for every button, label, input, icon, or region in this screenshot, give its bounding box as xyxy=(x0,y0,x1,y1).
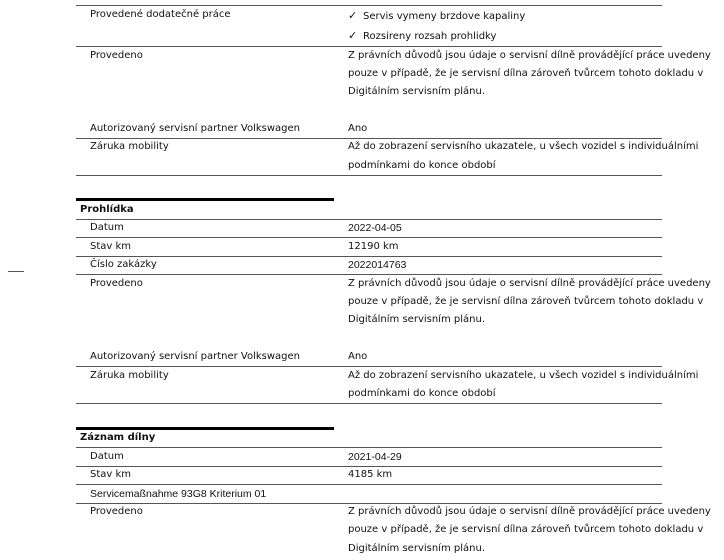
done-text-line: Z právních důvodů jsou údaje o servisní dílně provádějící práce uvedeny xyxy=(348,506,711,517)
partner-value: Ano xyxy=(348,123,368,134)
mobility-label: Záruka mobility xyxy=(90,370,169,381)
done-text-line: pouze v případě, že je servisní dílna zároveň tvůrcem tohoto dokladu v xyxy=(348,68,704,79)
checkmark-icon: ✓ xyxy=(348,29,358,42)
km-label: Stav km xyxy=(90,469,132,480)
done-text-line: Digitálním servisním plánu. xyxy=(348,543,485,554)
done-label: Provedeno xyxy=(90,506,143,517)
done-text-line: Z právních důvodů jsou údaje o servisní dílně provádějící práce uvedeny xyxy=(348,278,711,289)
extra-work-item: Servis vymeny brzdove kapaliny xyxy=(363,11,526,22)
date-value: 2021-04-29 xyxy=(348,451,402,463)
service-measure: Servicemaßnahme 93G8 Kriterium 01 xyxy=(90,488,267,500)
section-title-workshop-record: Záznam dílny xyxy=(80,432,156,443)
section-title-inspection: Prohlídka xyxy=(80,204,134,215)
partner-label: Autorizovaný servisní partner Volkswagen xyxy=(90,351,301,362)
done-text-line: pouze v případě, že je servisní dílna zároveň tvůrcem tohoto dokladu v xyxy=(348,524,704,535)
mobility-label: Záruka mobility xyxy=(90,141,169,152)
mobility-text-line: Až do zobrazení servisního ukazatele, u všech vozidel s individuálními xyxy=(348,370,699,381)
date-label: Datum xyxy=(90,222,124,233)
order-value: 2022014763 xyxy=(348,259,407,271)
done-label: Provedeno xyxy=(90,278,143,289)
order-label: Číslo zakázky xyxy=(90,259,157,270)
mobility-text-line: podmínkami do konce období xyxy=(348,160,496,171)
margin-mark xyxy=(8,271,24,272)
done-text-line: pouze v případě, že je servisní dílna zároveň tvůrcem tohoto dokladu v xyxy=(348,296,704,307)
row-divider xyxy=(76,403,662,404)
row-divider xyxy=(76,175,662,176)
date-label: Datum xyxy=(90,451,124,462)
km-label: Stav km xyxy=(90,241,132,252)
extra-work-item: Rozsireny rozsah prohlidky xyxy=(363,31,497,42)
done-text-line: Z právních důvodů jsou údaje o servisní dílně provádějící práce uvedeny xyxy=(348,50,711,61)
extra-work-label: Provedené dodatečné práce xyxy=(90,9,231,20)
checkmark-icon: ✓ xyxy=(348,9,358,22)
km-value: 12190 km xyxy=(348,241,399,252)
date-value: 2022-04-05 xyxy=(348,222,402,234)
partner-label: Autorizovaný servisní partner Volkswagen xyxy=(90,123,301,134)
done-label: Provedeno xyxy=(90,50,143,61)
mobility-text-line: podmínkami do konce období xyxy=(348,388,496,399)
done-text-line: Digitálním servisním plánu. xyxy=(348,86,485,97)
km-value: 4185 km xyxy=(348,469,393,480)
done-text-line: Digitálním servisním plánu. xyxy=(348,314,485,325)
partner-value: Ano xyxy=(348,351,368,362)
mobility-text-line: Až do zobrazení servisního ukazatele, u všech vozidel s individuálními xyxy=(348,141,699,152)
